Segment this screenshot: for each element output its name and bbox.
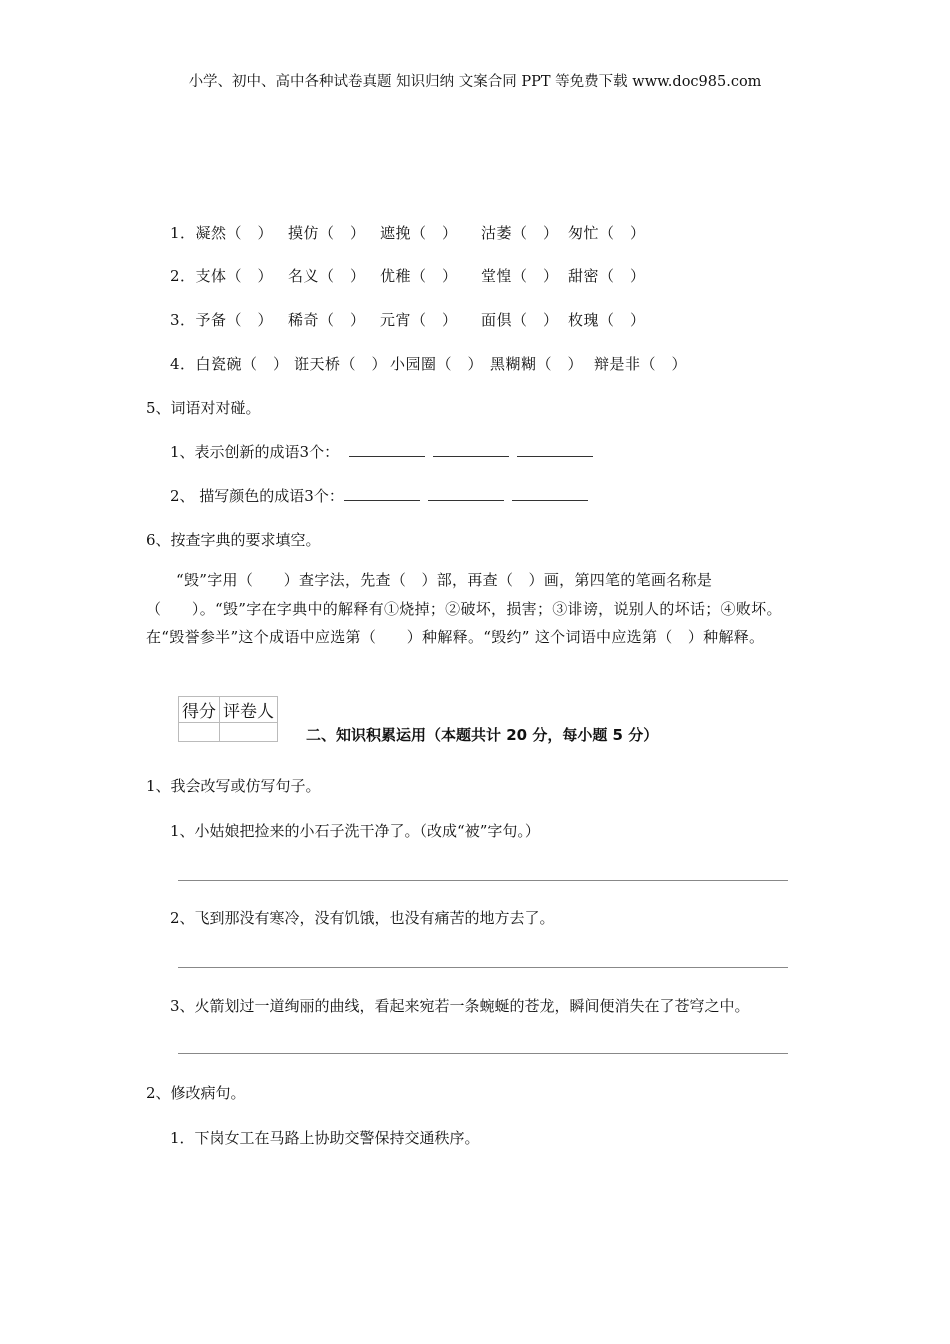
score-table <box>178 696 278 742</box>
q5-item-2: 2、 描写颜色的成语3个： <box>170 485 596 506</box>
score-header: 得分 <box>179 697 220 723</box>
word-row-1: 1．凝然（ ） 摸仿（ ） 遮挽（ ） 沽萎（ ） 匆忙（ ） <box>170 224 646 242</box>
answer-line[interactable] <box>178 967 788 968</box>
s2q2-item-1: 1．下岗女工在马路上协助交警保持交通秩序。 <box>170 1129 480 1147</box>
answer-blank[interactable] <box>349 444 425 457</box>
answer-blank[interactable] <box>428 488 504 501</box>
s2q1-title: 1、我会改写或仿写句子。 <box>146 777 321 795</box>
q6-paragraph: “毁”字用（ ）查字法，先查（ ）部，再查（ ）画，第四笔的笔画名称是（ ）。“毁”字在字典中的解释有①烧掉；②破坏，损害；③诽谤，说别人的坏话；④败坏。在“毁誉参半”这个成语中应选第（ ）种解释。“毁约” 这个词语中应选第（ ）种解释。 <box>146 571 782 646</box>
word-row-3: 3．予备（ ） 稀奇（ ） 元宵（ ） 面倶（ ） 枚瑰（ ） <box>170 311 646 329</box>
answer-blank[interactable] <box>517 444 593 457</box>
answer-blank[interactable] <box>433 444 509 457</box>
word-row-2: 2．支体（ ） 名义（ ） 优稚（ ） 堂惶（ ） 甜密（ ） <box>170 267 646 285</box>
word-row-4: 4．白瓷碗（ ） 诳天桥（ ） 小园圈（ ） 黑糊糊（ ） 辩是非（ ） <box>170 355 688 373</box>
grader-cell[interactable] <box>220 723 278 742</box>
s2q1-item-2: 2、飞到那没有寒冷，没有饥饿，也没有痛苦的地方去了。 <box>170 909 555 927</box>
score-cell[interactable] <box>179 723 220 742</box>
answer-line[interactable] <box>178 1053 788 1054</box>
q5-item-1: 1、表示创新的成语3个： <box>170 441 601 462</box>
grader-header: 评卷人 <box>220 697 278 723</box>
q6-title: 6、按查字典的要求填空。 <box>146 531 321 549</box>
page-header: 小学、初中、高中各种试卷真题 知识归纳 文案合同 PPT 等免费下载 www.doc985.com <box>188 74 762 90</box>
s2q2-title: 2、修改病句。 <box>146 1084 246 1102</box>
s2q1-item-3: 3、火箭划过一道绚丽的曲线，看起来宛若一条蜿蜒的苍龙，瞬间便消失在了苍穹之中。 <box>170 997 750 1015</box>
answer-line[interactable] <box>178 880 788 881</box>
q5-title: 5、词语对对碰。 <box>146 399 261 417</box>
section-2-title: 二、知识积累运用（本题共计 20 分，每小题 5 分） <box>306 726 659 744</box>
answer-blank[interactable] <box>512 488 588 501</box>
answer-blank[interactable] <box>344 488 420 501</box>
s2q1-item-1: 1、小姑娘把捡来的小石子洗干净了。（改成“被”字句。） <box>170 822 540 840</box>
